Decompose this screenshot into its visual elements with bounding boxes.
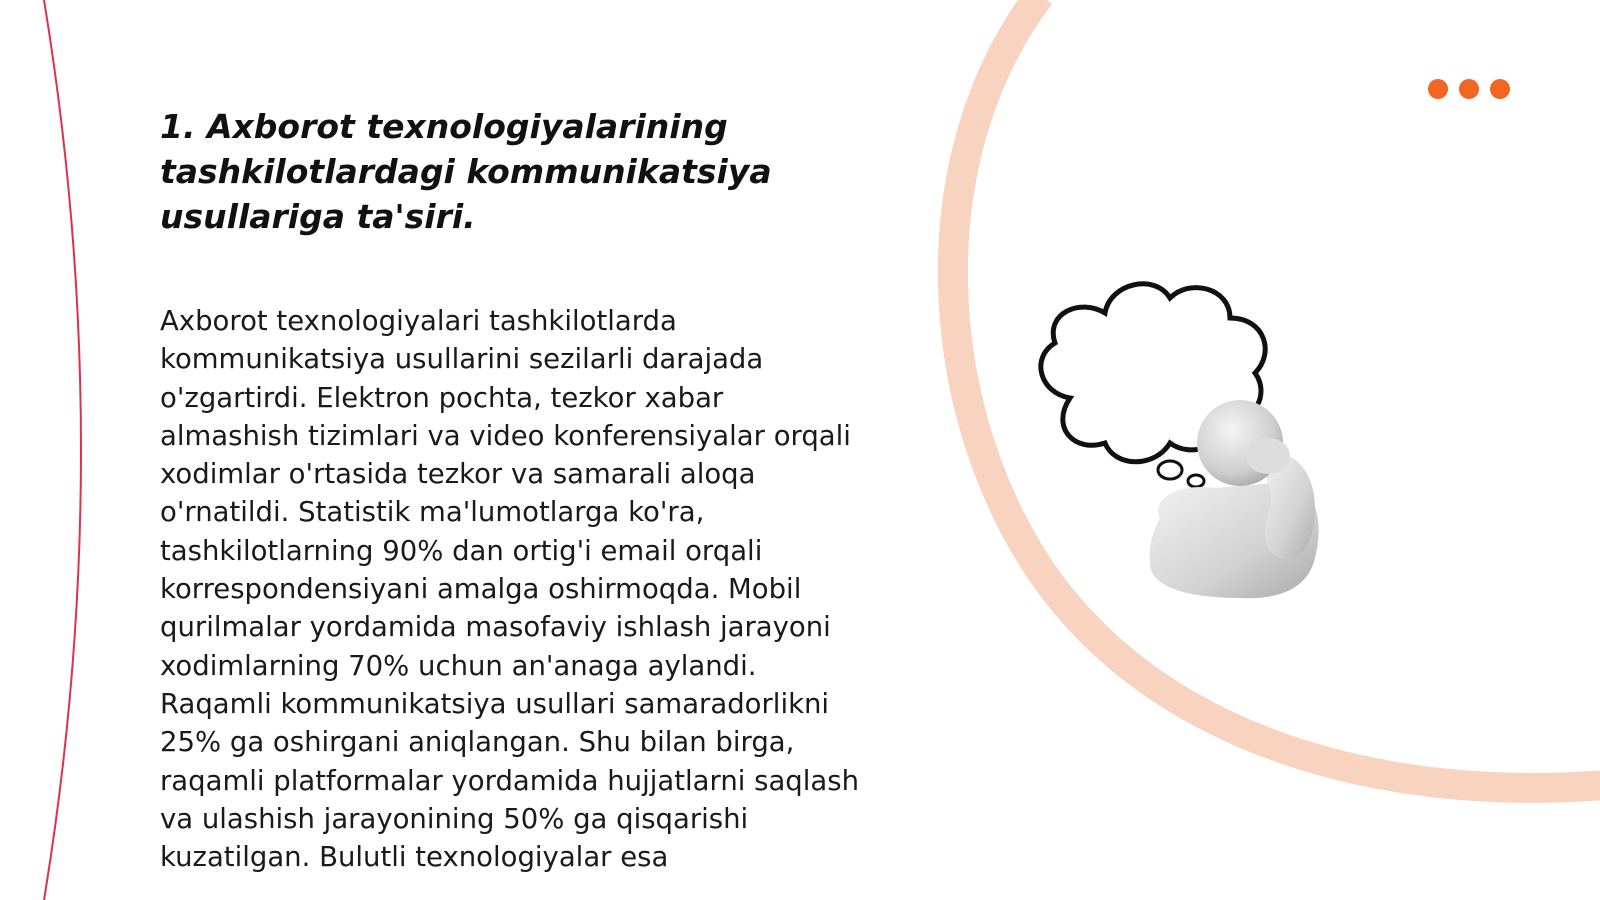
dot-icon: [1428, 79, 1448, 99]
thinking-person-icon: [1030, 278, 1350, 618]
menu-dots-icon: [1428, 79, 1510, 99]
thought-bubble-tiny-icon: [1188, 475, 1204, 487]
left-curve-line: [44, 0, 81, 900]
figure-hand-icon: [1246, 438, 1290, 474]
thought-bubble-small-icon: [1158, 461, 1182, 479]
slide-body-text: Axborot texnologiyalari tashkilotlarda kommunikatsiya usullarini sezilarli darajada o'zgartirdi. Elektron pochta, tezkor xabar almashish tizimlari va video konferensiyalar orqali xodimlar o'rtasida tezkor va samarali aloqa o'rnatildi. Statistik ma'lumotlarga ko'ra, tashkilotlarning 90% dan ortig'i email orqali korrespondensiyani amalga oshirmoqda. Mobil qurilmalar yordamida masofaviy ishlash jarayoni xodimlarning 70% uchun an'anaga aylandi. Raqamli kommunikatsiya usullari samaradorlikni 25% ga oshirgani aniqlangan. Shu bilan birga, raqamli platformalar yordamida hujjatlarni saqlash va ulashish jarayonining 50% ga qisqarishi kuzatilgan. Bulutli texnologiyalar esa: [160, 305, 860, 874]
dot-icon: [1490, 79, 1510, 99]
dot-icon: [1459, 79, 1479, 99]
slide-title: 1. Axborot texnologiyalarining tashkilotlardagi kommunikatsiya usullariga ta'siri.: [160, 107, 772, 236]
